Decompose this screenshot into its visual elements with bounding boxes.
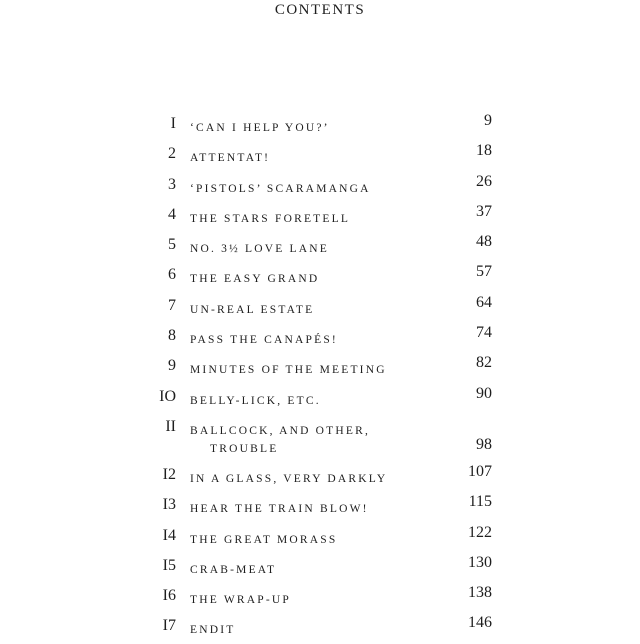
page-title: CONTENTS — [274, 2, 366, 18]
chapter-title-line: MINUTES OF THE MEETING — [190, 364, 387, 377]
toc-entry — [150, 172, 495, 202]
chapter-title — [190, 591, 440, 609]
toc-entry — [150, 202, 495, 232]
page-number: 146 — [468, 614, 492, 632]
chapter-title — [190, 149, 440, 167]
page-number: 138 — [468, 584, 492, 602]
toc-entry — [150, 111, 495, 141]
toc-entry — [150, 583, 495, 613]
toc-entry — [150, 293, 495, 323]
page-number: 64 — [476, 293, 492, 311]
toc-entry — [150, 613, 495, 643]
toc-entry — [150, 353, 495, 383]
chapter-number: 9 — [168, 357, 176, 375]
chapter-number: 3 — [168, 175, 176, 193]
toc-entry — [150, 462, 495, 492]
chapter-title — [190, 331, 440, 349]
chapter-title — [190, 621, 440, 639]
chapter-number: 2 — [168, 145, 176, 163]
toc-entry — [150, 523, 495, 553]
page-number: 48 — [476, 233, 492, 251]
chapter-number: 4 — [168, 205, 176, 223]
chapter-title-line: THE GREAT MORASS — [190, 533, 338, 546]
page-number: 130 — [468, 553, 492, 571]
chapter-title-line: PASS THE CANAPÉS! — [190, 334, 338, 347]
chapter-number: 8 — [168, 327, 176, 345]
page-number: 107 — [468, 462, 492, 480]
chapter-title — [190, 470, 440, 488]
page-number: 37 — [476, 202, 492, 220]
chapter-number: I2 — [162, 465, 176, 483]
page-number: 90 — [476, 384, 492, 402]
chapter-title-line: HEAR THE TRAIN BLOW! — [190, 503, 369, 516]
chapter-title — [190, 422, 440, 458]
chapter-title-line: THE EASY GRAND — [190, 273, 320, 286]
chapter-title-line: THE WRAP-UP — [190, 594, 291, 607]
table-of-contents — [150, 111, 495, 644]
chapter-number: 5 — [168, 236, 176, 254]
toc-entry — [150, 141, 495, 171]
chapter-title — [190, 500, 440, 518]
chapter-title — [190, 392, 440, 410]
chapter-number: 7 — [168, 296, 176, 314]
chapter-number: IO — [159, 387, 176, 405]
toc-entry — [150, 232, 495, 262]
chapter-title — [190, 361, 440, 379]
page-number: 115 — [468, 493, 492, 511]
chapter-number: I3 — [162, 496, 176, 514]
chapter-number: I7 — [162, 617, 176, 635]
chapter-number: 6 — [168, 266, 176, 284]
chapter-title — [190, 561, 440, 579]
chapter-number: I5 — [162, 556, 176, 574]
chapter-title — [190, 301, 440, 319]
chapter-title-line: IN A GLASS, VERY DARKLY — [190, 472, 388, 485]
page-number: 82 — [476, 354, 492, 372]
chapter-title-line-2: TROUBLE — [210, 442, 279, 455]
chapter-title-line: ENDIT — [190, 624, 236, 637]
page-number: 122 — [468, 523, 492, 541]
chapter-title-line: THE STARS FORETELL — [190, 212, 351, 225]
page-number: 18 — [476, 142, 492, 160]
chapter-title-line: ‘CAN I HELP YOU?’ — [190, 122, 330, 134]
page-number: 98 — [476, 435, 492, 453]
toc-entry — [150, 323, 495, 353]
chapter-number: II — [165, 417, 176, 435]
chapter-title — [190, 531, 440, 549]
toc-entry — [150, 553, 495, 583]
chapter-title — [190, 119, 440, 137]
page-number: 9 — [484, 112, 492, 129]
chapter-title — [190, 240, 440, 258]
page-number: 74 — [476, 324, 492, 342]
chapter-title-line: NO. 3½ LOVE LANE — [190, 243, 330, 256]
toc-entry — [150, 414, 495, 462]
toc-entry — [150, 492, 495, 522]
page-number: 26 — [476, 172, 492, 190]
chapter-title-line: ATTENTAT! — [190, 152, 271, 165]
chapter-number: I4 — [162, 526, 176, 544]
page-number: 57 — [476, 263, 492, 281]
chapter-title-line: BALLCOCK, AND OTHER, — [190, 424, 371, 437]
toc-entry — [150, 262, 495, 292]
chapter-title — [190, 180, 440, 198]
chapter-title — [190, 270, 440, 288]
chapter-number: I — [170, 115, 176, 132]
chapter-title-line: CRAB-MEAT — [190, 563, 277, 576]
toc-entry — [150, 384, 495, 414]
chapter-title-line: UN-REAL ESTATE — [190, 303, 315, 316]
chapter-title-line: ‘PISTOLS’ SCARAMANGA — [190, 182, 371, 195]
chapter-title-line: BELLY-LICK, ETC. — [190, 394, 321, 407]
chapter-title — [190, 210, 440, 228]
chapter-number: I6 — [162, 587, 176, 605]
